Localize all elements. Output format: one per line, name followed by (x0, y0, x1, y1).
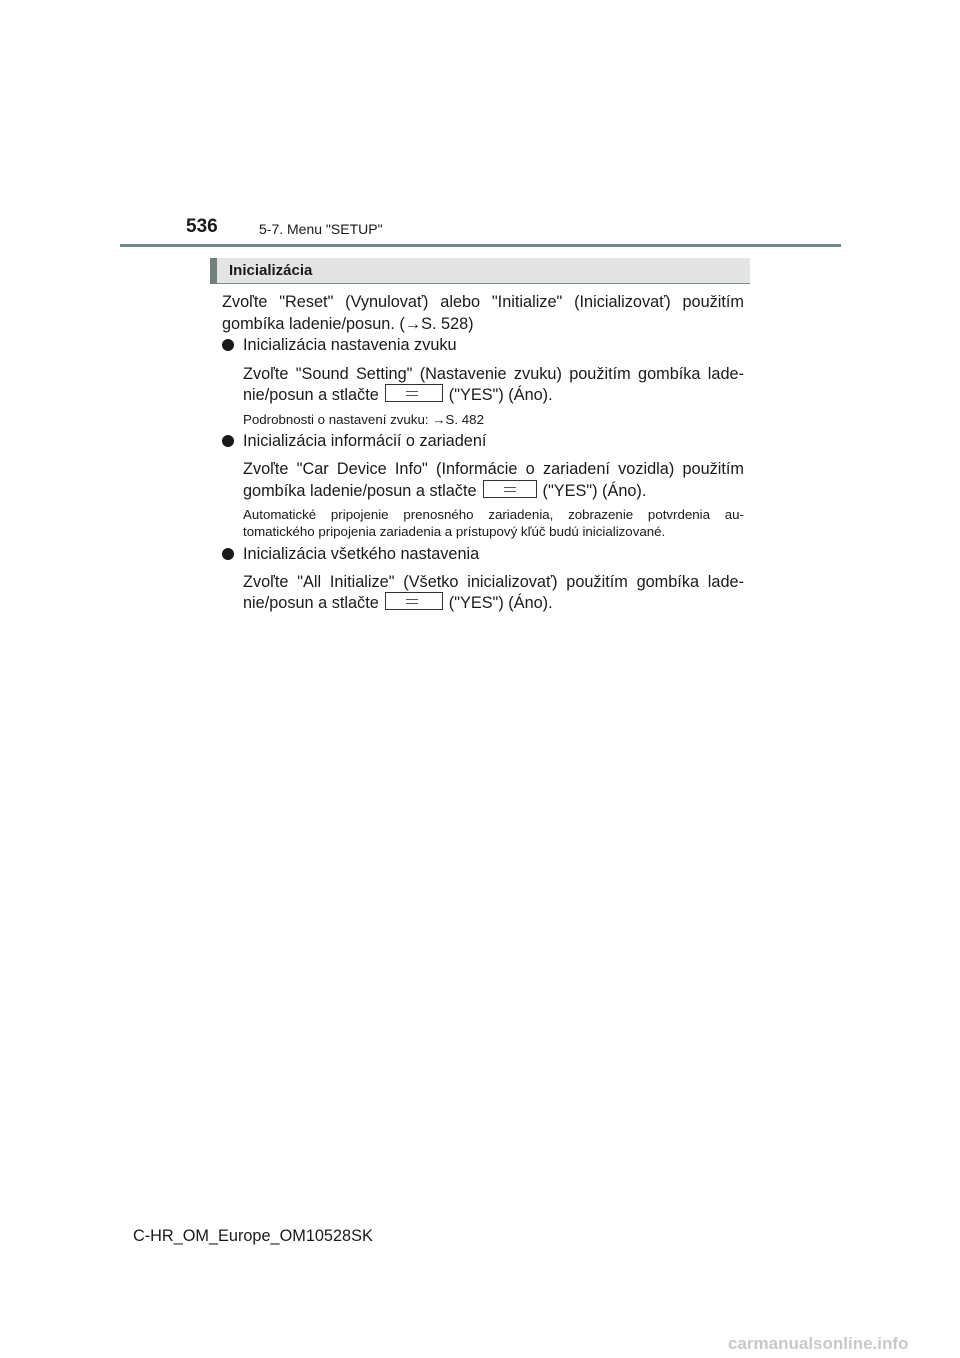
yes-key-icon (385, 592, 443, 610)
item-line-2-suffix: ("YES") (Áno). (542, 482, 647, 500)
bullet-dot (222, 339, 234, 351)
intro-line-1: Zvoľte "Reset" (Vynulovať) alebo "Initialize" (Inicializovať) použitím (222, 293, 744, 311)
item-line-2-suffix: ("YES") (Áno). (448, 386, 553, 404)
bullet-title: Inicializácia nastavenia zvuku (243, 336, 457, 354)
heading-title: Inicializácia (229, 262, 313, 279)
header-rule (120, 244, 841, 247)
heading-bar (210, 258, 750, 284)
bullet-dot (222, 435, 234, 447)
intro-line-2: gombíka ladenie/posun. (→S. 528) (222, 315, 474, 333)
item-line-2-text: gombíka ladenie/posun a stlačte (243, 482, 477, 500)
key-mark-icon (406, 391, 418, 396)
bullet-item-all (222, 544, 479, 564)
item-line-2-text: nie/posun a stlačte (243, 594, 379, 612)
item-line-2 (243, 478, 646, 505)
bullet-title: Inicializácia všetkého nastavenia (243, 545, 480, 563)
item-note-line-2: tomatického pripojenia zariadenia a prístupový kľúč budú inicializované. (243, 524, 666, 539)
item-note-line-1: Automatické pripojenie prenosného zariadenia, zobrazenie potvrdenia au- (243, 507, 744, 522)
item-line-2 (243, 590, 553, 617)
item-line-1: Zvoľte "All Initialize" (Všetko inicializovať) použitím gombíka lade- (243, 573, 744, 591)
watermark: carmanualsonline.info (728, 1334, 909, 1353)
yes-key-icon (483, 480, 537, 498)
footer-code: C-HR_OM_Europe_OM10528SK (133, 1227, 373, 1245)
key-mark-icon (406, 599, 418, 604)
bullet-item-sound (222, 335, 457, 355)
item-line-1: Zvoľte "Sound Setting" (Nastavenie zvuku) použitím gombíka lade- (243, 365, 744, 383)
bullet-title: Inicializácia informácií o zariadení (243, 432, 487, 450)
item-line-2 (243, 382, 553, 409)
page-number: 536 (186, 216, 218, 237)
item-note: Podrobnosti o nastavení zvuku: →S. 482 (243, 412, 484, 427)
bullet-item-device (222, 431, 486, 451)
yes-key-icon (385, 384, 443, 402)
item-line-2-suffix: ("YES") (Áno). (448, 594, 553, 612)
item-line-2-text: nie/posun a stlačte (243, 386, 379, 404)
item-line-1: Zvoľte "Car Device Info" (Informácie o zariadení vozidla) použitím (243, 460, 744, 478)
section-title: 5-7. Menu "SETUP" (259, 221, 383, 237)
bullet-dot (222, 548, 234, 560)
key-mark-icon (504, 487, 516, 492)
